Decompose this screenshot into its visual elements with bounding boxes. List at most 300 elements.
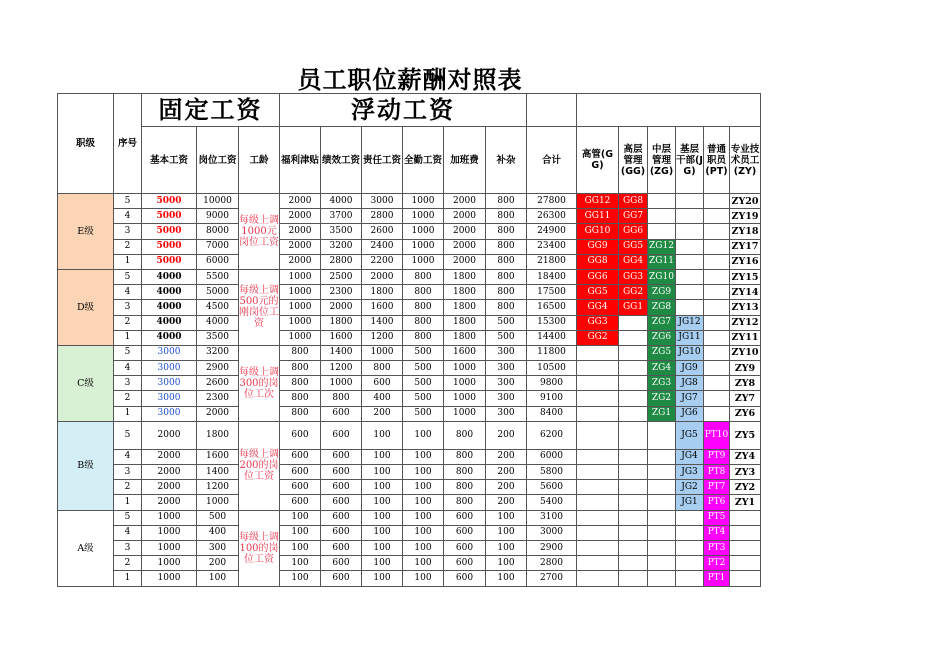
resp-cell: 2200 bbox=[362, 254, 403, 269]
total-cell: 3000 bbox=[527, 525, 577, 540]
seq-cell: 4 bbox=[114, 449, 142, 464]
total-cell: 5800 bbox=[527, 465, 577, 480]
seq-cell: 5 bbox=[114, 510, 142, 525]
position-hgl-cell bbox=[619, 361, 648, 376]
perf-cell: 600 bbox=[321, 465, 362, 480]
misc-cell: 100 bbox=[486, 525, 527, 540]
misc-cell: 100 bbox=[486, 571, 527, 586]
base-salary-cell: 2000 bbox=[142, 495, 197, 510]
header-misc: 补杂 bbox=[486, 127, 527, 194]
base-salary-cell: 4000 bbox=[142, 300, 197, 315]
base-salary-cell: 4000 bbox=[142, 269, 197, 284]
base-salary-cell: 3000 bbox=[142, 406, 197, 421]
table-row bbox=[58, 224, 761, 239]
position-gg-cell: GG12 bbox=[577, 194, 619, 209]
total-cell: 10500 bbox=[527, 361, 577, 376]
total-cell: 27800 bbox=[527, 194, 577, 209]
overtime-cell: 800 bbox=[444, 421, 486, 449]
attend-cell: 500 bbox=[403, 406, 444, 421]
position-zy-cell: ZY2 bbox=[730, 480, 761, 495]
position-jcg-cell: JG8 bbox=[676, 376, 704, 391]
overtime-cell: 1000 bbox=[444, 361, 486, 376]
total-cell: 5600 bbox=[527, 480, 577, 495]
overtime-cell: 2000 bbox=[444, 239, 486, 254]
position-gg-cell: GG2 bbox=[577, 330, 619, 345]
attend-cell: 500 bbox=[403, 361, 444, 376]
resp-cell: 1600 bbox=[362, 300, 403, 315]
attend-cell: 100 bbox=[403, 449, 444, 464]
position-zgl-cell bbox=[648, 209, 676, 224]
misc-cell: 300 bbox=[486, 361, 527, 376]
position-hgl-cell bbox=[619, 376, 648, 391]
post-salary-cell: 4000 bbox=[197, 315, 239, 330]
resp-cell: 100 bbox=[362, 449, 403, 464]
welfare-cell: 1000 bbox=[280, 300, 321, 315]
welfare-cell: 800 bbox=[280, 345, 321, 360]
position-hgl-cell bbox=[619, 330, 648, 345]
resp-cell: 2800 bbox=[362, 209, 403, 224]
welfare-cell: 2000 bbox=[280, 239, 321, 254]
position-ptz-cell: PT1 bbox=[704, 571, 730, 586]
position-zgl-cell: ZG3 bbox=[648, 376, 676, 391]
total-cell: 3100 bbox=[527, 510, 577, 525]
base-salary-cell: 5000 bbox=[142, 224, 197, 239]
post-salary-cell: 1400 bbox=[197, 465, 239, 480]
seq-cell: 2 bbox=[114, 239, 142, 254]
position-jcg-cell bbox=[676, 194, 704, 209]
post-salary-cell: 500 bbox=[197, 510, 239, 525]
position-ptz-cell bbox=[704, 254, 730, 269]
level-label: B级 bbox=[58, 421, 114, 510]
position-hgl-cell: GG7 bbox=[619, 209, 648, 224]
table-row bbox=[58, 540, 761, 555]
position-jcg-cell bbox=[676, 510, 704, 525]
seniority-note: 每级上调500元的刚岗位工资 bbox=[239, 269, 280, 345]
welfare-cell: 1000 bbox=[280, 269, 321, 284]
seq-cell: 1 bbox=[114, 571, 142, 586]
perf-cell: 3700 bbox=[321, 209, 362, 224]
resp-cell: 2600 bbox=[362, 224, 403, 239]
salary-table bbox=[57, 93, 761, 587]
misc-cell: 300 bbox=[486, 376, 527, 391]
table-row bbox=[58, 315, 761, 330]
overtime-cell: 800 bbox=[444, 465, 486, 480]
position-hgl-cell bbox=[619, 525, 648, 540]
overtime-cell: 1800 bbox=[444, 269, 486, 284]
position-ptz-cell: PT10 bbox=[704, 421, 730, 449]
position-ptz-cell: PT6 bbox=[704, 495, 730, 510]
table-row bbox=[58, 345, 761, 360]
base-salary-cell: 4000 bbox=[142, 330, 197, 345]
attend-cell: 800 bbox=[403, 300, 444, 315]
position-jcg-cell: JG2 bbox=[676, 480, 704, 495]
position-jcg-cell bbox=[676, 269, 704, 284]
seniority-note: 每级上调1000元岗位工资 bbox=[239, 194, 280, 270]
base-salary-cell: 2000 bbox=[142, 421, 197, 449]
seniority-note: 每级上调200的岗位工资 bbox=[239, 421, 280, 510]
position-jcg-cell bbox=[676, 209, 704, 224]
position-zgl-cell: ZG5 bbox=[648, 345, 676, 360]
post-salary-cell: 8000 bbox=[197, 224, 239, 239]
position-jcg-cell bbox=[676, 300, 704, 315]
position-hgl-cell bbox=[619, 465, 648, 480]
post-salary-cell: 300 bbox=[197, 540, 239, 555]
position-hgl-cell bbox=[619, 495, 648, 510]
position-zy-cell: ZY9 bbox=[730, 361, 761, 376]
position-gg-cell: GG8 bbox=[577, 254, 619, 269]
position-zy-cell: ZY1 bbox=[730, 495, 761, 510]
position-jcg-cell bbox=[676, 525, 704, 540]
resp-cell: 600 bbox=[362, 376, 403, 391]
total-cell: 9800 bbox=[527, 376, 577, 391]
perf-cell: 600 bbox=[321, 510, 362, 525]
resp-cell: 100 bbox=[362, 480, 403, 495]
header-zgl: 中层管理(ZG) bbox=[648, 127, 676, 194]
position-zgl-cell bbox=[648, 540, 676, 555]
post-salary-cell: 4500 bbox=[197, 300, 239, 315]
resp-cell: 100 bbox=[362, 571, 403, 586]
perf-cell: 600 bbox=[321, 571, 362, 586]
position-ptz-cell bbox=[704, 315, 730, 330]
header-ptz: 普通职员(PT) bbox=[704, 127, 730, 194]
resp-cell: 100 bbox=[362, 465, 403, 480]
level-label: A级 bbox=[58, 510, 114, 586]
header-resp: 责任工资 bbox=[362, 127, 403, 194]
position-gg-cell bbox=[577, 495, 619, 510]
total-cell: 6000 bbox=[527, 449, 577, 464]
base-salary-cell: 5000 bbox=[142, 194, 197, 209]
perf-cell: 1200 bbox=[321, 361, 362, 376]
resp-cell: 1000 bbox=[362, 345, 403, 360]
misc-cell: 800 bbox=[486, 194, 527, 209]
attend-cell: 1000 bbox=[403, 209, 444, 224]
position-gg-cell: GG9 bbox=[577, 239, 619, 254]
position-gg-cell bbox=[577, 465, 619, 480]
attend-cell: 500 bbox=[403, 391, 444, 406]
overtime-cell: 2000 bbox=[444, 224, 486, 239]
overtime-cell: 1800 bbox=[444, 285, 486, 300]
seq-cell: 5 bbox=[114, 421, 142, 449]
position-ptz-cell: PT9 bbox=[704, 449, 730, 464]
total-cell: 14400 bbox=[527, 330, 577, 345]
position-ptz-cell bbox=[704, 330, 730, 345]
position-zgl-cell bbox=[648, 194, 676, 209]
total-cell: 6200 bbox=[527, 421, 577, 449]
seq-cell: 3 bbox=[114, 540, 142, 555]
misc-cell: 800 bbox=[486, 209, 527, 224]
position-jcg-cell: JG11 bbox=[676, 330, 704, 345]
seq-cell: 2 bbox=[114, 315, 142, 330]
base-salary-cell: 3000 bbox=[142, 361, 197, 376]
resp-cell: 1400 bbox=[362, 315, 403, 330]
position-jcg-cell bbox=[676, 556, 704, 571]
header-welfare: 福利津贴 bbox=[280, 127, 321, 194]
misc-cell: 300 bbox=[486, 391, 527, 406]
position-zy-cell: ZY13 bbox=[730, 300, 761, 315]
position-hgl-cell bbox=[619, 345, 648, 360]
position-ptz-cell bbox=[704, 194, 730, 209]
total-cell: 26300 bbox=[527, 209, 577, 224]
seq-cell: 1 bbox=[114, 406, 142, 421]
welfare-cell: 600 bbox=[280, 421, 321, 449]
position-zy-cell bbox=[730, 510, 761, 525]
table-row bbox=[58, 269, 761, 284]
position-zgl-cell: ZG4 bbox=[648, 361, 676, 376]
seq-cell: 3 bbox=[114, 465, 142, 480]
total-cell: 16500 bbox=[527, 300, 577, 315]
seq-cell: 3 bbox=[114, 376, 142, 391]
position-gg-cell: GG5 bbox=[577, 285, 619, 300]
resp-cell: 100 bbox=[362, 421, 403, 449]
misc-cell: 500 bbox=[486, 330, 527, 345]
perf-cell: 600 bbox=[321, 421, 362, 449]
attend-cell: 100 bbox=[403, 480, 444, 495]
table-row bbox=[58, 449, 761, 464]
table-row bbox=[58, 421, 761, 449]
perf-cell: 4000 bbox=[321, 194, 362, 209]
position-gg-cell bbox=[577, 525, 619, 540]
perf-cell: 600 bbox=[321, 556, 362, 571]
perf-cell: 1800 bbox=[321, 315, 362, 330]
position-zgl-cell: ZG7 bbox=[648, 315, 676, 330]
overtime-cell: 1000 bbox=[444, 376, 486, 391]
position-jcg-cell: JG3 bbox=[676, 465, 704, 480]
post-salary-cell: 400 bbox=[197, 525, 239, 540]
header-jcg: 基层干部(JG) bbox=[676, 127, 704, 194]
position-ptz-cell bbox=[704, 224, 730, 239]
group-floating: 浮动工资 bbox=[280, 94, 527, 127]
resp-cell: 100 bbox=[362, 540, 403, 555]
position-gg-cell: GG11 bbox=[577, 209, 619, 224]
seniority-note: 每级上调300的岗位工次 bbox=[239, 345, 280, 421]
header-overtime: 加班费 bbox=[444, 127, 486, 194]
attend-cell: 100 bbox=[403, 421, 444, 449]
table-row bbox=[58, 480, 761, 495]
total-cell: 23400 bbox=[527, 239, 577, 254]
level-label: C级 bbox=[58, 345, 114, 421]
position-gg-cell: GG6 bbox=[577, 269, 619, 284]
base-salary-cell: 3000 bbox=[142, 345, 197, 360]
resp-cell: 1800 bbox=[362, 285, 403, 300]
attend-cell: 500 bbox=[403, 376, 444, 391]
perf-cell: 3200 bbox=[321, 239, 362, 254]
position-jcg-cell bbox=[676, 254, 704, 269]
header-zyj: 专业技术员工(ZY) bbox=[730, 127, 761, 194]
misc-cell: 200 bbox=[486, 465, 527, 480]
position-zy-cell: ZY14 bbox=[730, 285, 761, 300]
table-row bbox=[58, 194, 761, 209]
seq-cell: 5 bbox=[114, 194, 142, 209]
seq-cell: 2 bbox=[114, 391, 142, 406]
table-row bbox=[58, 361, 761, 376]
base-salary-cell: 5000 bbox=[142, 239, 197, 254]
position-ptz-cell: PT4 bbox=[704, 525, 730, 540]
resp-cell: 800 bbox=[362, 361, 403, 376]
position-jcg-cell: JG10 bbox=[676, 345, 704, 360]
seq-cell: 2 bbox=[114, 480, 142, 495]
resp-cell: 3000 bbox=[362, 194, 403, 209]
position-jcg-cell bbox=[676, 571, 704, 586]
table-row bbox=[58, 209, 761, 224]
perf-cell: 1600 bbox=[321, 330, 362, 345]
welfare-cell: 1000 bbox=[280, 285, 321, 300]
position-gg-cell bbox=[577, 480, 619, 495]
post-salary-cell: 200 bbox=[197, 556, 239, 571]
overtime-cell: 600 bbox=[444, 571, 486, 586]
resp-cell: 2400 bbox=[362, 239, 403, 254]
base-salary-cell: 2000 bbox=[142, 465, 197, 480]
misc-cell: 200 bbox=[486, 421, 527, 449]
misc-cell: 300 bbox=[486, 406, 527, 421]
post-salary-cell: 1200 bbox=[197, 480, 239, 495]
position-zgl-cell: ZG10 bbox=[648, 269, 676, 284]
position-ptz-cell bbox=[704, 361, 730, 376]
base-salary-cell: 1000 bbox=[142, 571, 197, 586]
position-ptz-cell bbox=[704, 406, 730, 421]
welfare-cell: 800 bbox=[280, 406, 321, 421]
position-hgl-cell bbox=[619, 540, 648, 555]
position-zgl-cell bbox=[648, 224, 676, 239]
position-zgl-cell bbox=[648, 421, 676, 449]
position-hgl-cell bbox=[619, 480, 648, 495]
misc-cell: 800 bbox=[486, 285, 527, 300]
perf-cell: 600 bbox=[321, 525, 362, 540]
position-zgl-cell: ZG11 bbox=[648, 254, 676, 269]
overtime-cell: 600 bbox=[444, 540, 486, 555]
position-zy-cell: ZY15 bbox=[730, 269, 761, 284]
resp-cell: 100 bbox=[362, 495, 403, 510]
seq-cell: 4 bbox=[114, 525, 142, 540]
resp-cell: 400 bbox=[362, 391, 403, 406]
position-gg-cell bbox=[577, 391, 619, 406]
welfare-cell: 2000 bbox=[280, 224, 321, 239]
seq-cell: 1 bbox=[114, 495, 142, 510]
base-salary-cell: 5000 bbox=[142, 254, 197, 269]
position-gg-cell bbox=[577, 376, 619, 391]
position-zgl-cell bbox=[648, 480, 676, 495]
overtime-cell: 1000 bbox=[444, 391, 486, 406]
base-salary-cell: 3000 bbox=[142, 376, 197, 391]
attend-cell: 100 bbox=[403, 465, 444, 480]
position-zy-cell: ZY5 bbox=[730, 421, 761, 449]
table-row bbox=[58, 300, 761, 315]
post-salary-cell: 5500 bbox=[197, 269, 239, 284]
header-base: 基本工资 bbox=[142, 127, 197, 194]
table-row bbox=[58, 391, 761, 406]
position-hgl-cell bbox=[619, 315, 648, 330]
seq-cell: 2 bbox=[114, 556, 142, 571]
position-zy-cell: ZY10 bbox=[730, 345, 761, 360]
overtime-cell: 600 bbox=[444, 525, 486, 540]
attend-cell: 1000 bbox=[403, 224, 444, 239]
position-ptz-cell: PT5 bbox=[704, 510, 730, 525]
attend-cell: 1000 bbox=[403, 254, 444, 269]
position-zy-cell: ZY12 bbox=[730, 315, 761, 330]
post-salary-cell: 2000 bbox=[197, 406, 239, 421]
perf-cell: 3500 bbox=[321, 224, 362, 239]
header-total: 合计 bbox=[527, 127, 577, 194]
base-salary-cell: 4000 bbox=[142, 285, 197, 300]
position-zgl-cell bbox=[648, 465, 676, 480]
perf-cell: 600 bbox=[321, 540, 362, 555]
table-row bbox=[58, 571, 761, 586]
seq-cell: 4 bbox=[114, 361, 142, 376]
position-jcg-cell bbox=[676, 224, 704, 239]
overtime-cell: 800 bbox=[444, 495, 486, 510]
position-gg-cell bbox=[577, 571, 619, 586]
position-zy-cell bbox=[730, 525, 761, 540]
position-gg-cell: GG10 bbox=[577, 224, 619, 239]
resp-cell: 1200 bbox=[362, 330, 403, 345]
header-hgl: 高层管理(GG) bbox=[619, 127, 648, 194]
perf-cell: 2500 bbox=[321, 269, 362, 284]
resp-cell: 2000 bbox=[362, 269, 403, 284]
position-gg-cell bbox=[577, 406, 619, 421]
level-label: D级 bbox=[58, 269, 114, 345]
overtime-cell: 1600 bbox=[444, 345, 486, 360]
total-cell: 15300 bbox=[527, 315, 577, 330]
position-jcg-cell: JG7 bbox=[676, 391, 704, 406]
welfare-cell: 100 bbox=[280, 510, 321, 525]
welfare-cell: 100 bbox=[280, 540, 321, 555]
position-hgl-cell bbox=[619, 406, 648, 421]
perf-cell: 2000 bbox=[321, 300, 362, 315]
perf-cell: 2800 bbox=[321, 254, 362, 269]
overtime-cell: 1800 bbox=[444, 300, 486, 315]
attend-cell: 800 bbox=[403, 315, 444, 330]
overtime-cell: 800 bbox=[444, 480, 486, 495]
position-zgl-cell bbox=[648, 571, 676, 586]
position-gg-cell bbox=[577, 540, 619, 555]
position-gg-cell bbox=[577, 449, 619, 464]
page-title: 员工职位薪酬对照表 bbox=[297, 66, 523, 94]
position-zy-cell: ZY17 bbox=[730, 239, 761, 254]
position-jcg-cell: JG1 bbox=[676, 495, 704, 510]
seq-cell: 3 bbox=[114, 300, 142, 315]
position-gg-cell bbox=[577, 361, 619, 376]
attend-cell: 100 bbox=[403, 540, 444, 555]
perf-cell: 600 bbox=[321, 480, 362, 495]
attend-cell: 100 bbox=[403, 571, 444, 586]
seq-cell: 1 bbox=[114, 330, 142, 345]
seq-cell: 4 bbox=[114, 209, 142, 224]
misc-cell: 100 bbox=[486, 540, 527, 555]
position-zy-cell bbox=[730, 540, 761, 555]
table-row bbox=[58, 285, 761, 300]
position-zy-cell bbox=[730, 556, 761, 571]
post-salary-cell: 2900 bbox=[197, 361, 239, 376]
misc-cell: 500 bbox=[486, 315, 527, 330]
post-salary-cell: 9000 bbox=[197, 209, 239, 224]
misc-cell: 800 bbox=[486, 254, 527, 269]
total-cell: 8400 bbox=[527, 406, 577, 421]
welfare-cell: 100 bbox=[280, 571, 321, 586]
position-zy-cell: ZY18 bbox=[730, 224, 761, 239]
position-ptz-cell bbox=[704, 239, 730, 254]
attend-cell: 1000 bbox=[403, 194, 444, 209]
group-fixed: 固定工资 bbox=[142, 94, 280, 127]
base-salary-cell: 1000 bbox=[142, 540, 197, 555]
total-cell: 5400 bbox=[527, 495, 577, 510]
misc-cell: 800 bbox=[486, 239, 527, 254]
position-zgl-cell: ZG9 bbox=[648, 285, 676, 300]
table-row bbox=[58, 239, 761, 254]
position-zgl-cell bbox=[648, 556, 676, 571]
post-salary-cell: 3200 bbox=[197, 345, 239, 360]
welfare-cell: 100 bbox=[280, 556, 321, 571]
post-salary-cell: 2600 bbox=[197, 376, 239, 391]
post-salary-cell: 100 bbox=[197, 571, 239, 586]
